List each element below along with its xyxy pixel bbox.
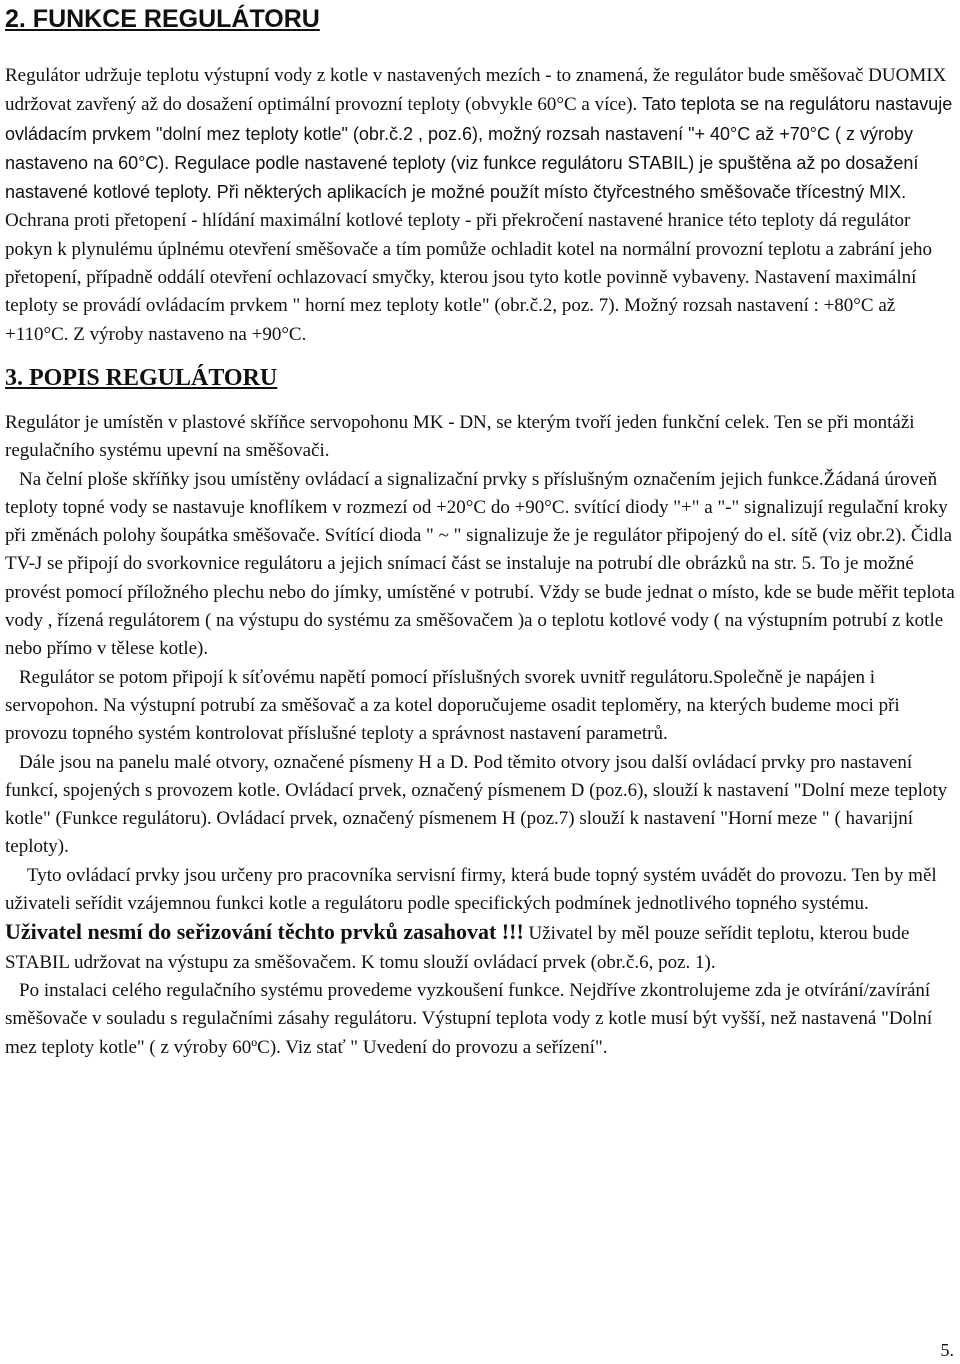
section-2-paragraph-2: Ochrana proti přetopení - hlídání maximální kotlové teploty - při překročení nastavené hranice této teploty dá regulátor pokyn k plynulému úplnému otevření směšovače a tím pomůže ochladit kotel na normální provozní teplotu a zabrání jeho přetopení, případně oddálí otevření ochlazovací smyčky, kterou jsou tyto kotle povinně vybaveny. Nastavení maximální teploty se provádí ovládacím prvkem " horní mez teploty kotle" (obr.č.2, poz. 7). Možný rozsah nastavení : +80°C až +110°C. Z výroby nastaveno na +90°C. bbox=[5, 210, 933, 345]
section-3-paragraph-1: Regulátor je umístěn v plastové skříňce servopohonu MK - DN, se kterým tvoří jeden funkční celek. Ten se při montáži regulačního systému upevní na směšovači. bbox=[5, 411, 915, 462]
user-warning: Uživatel nesmí do seřizování těchto prvků zasahovat !!! bbox=[5, 919, 524, 945]
section-2-paragraph-1 bbox=[5, 62, 955, 207]
section-2-paragraph-1b: Tato teplota se na regulátoru nastavuje ovládacím prvkem "dolní mez teploty kotle" (obr.č.2 , poz.6), možný rozsah nastavení "+ 40°C až +70°C ( z výroby nastaveno na 60°C). Regulace podle nastavené teploty (viz funkce regulátoru STABIL) je spuštěna až po dosažení nastavené kotlové teploty. Při některých aplikacích je možné použít místo čtyřcestného směšovače třícestný MIX. bbox=[5, 94, 953, 203]
section-3-paragraph-7: Po instalaci celého regulačního systému provedeme vyzkoušení funkce. Nejdříve zkontrolujeme zda je otvírání/zavírání směšovače v souladu s regulačními zásahy regulátoru. Výstupní teplota vody z kotle musí být vyšší, než nastavená "Dolní mez teploty kotle" ( z výroby 60ºC). Viz stať " Uvedení do provozu a seřízení". bbox=[5, 979, 933, 1058]
section-3-paragraph-5: Tyto ovládací prvky jsou určeny pro pracovníka servisní firmy, která bude topný systém uvádět do provozu. Ten by měl uživateli seřídit vzájemnou funkci kotle a regulátoru podle specifických podmínek jednotlivého topného systému. bbox=[5, 864, 937, 915]
section-3-title: 3. POPIS REGULÁTORU bbox=[5, 364, 278, 391]
section-3-warning-paragraph bbox=[5, 918, 955, 977]
document-page bbox=[5, 0, 955, 1062]
section-2-paragraph-1a: Regulátor udržuje teplotu výstupní vody z kotle v nastavených mezích - to znamená, že regulátor bude směšovač DUOMIX udržovat zavřený až do dosažení optimální provozní teploty (obvykle 60°C a více). bbox=[5, 65, 947, 116]
section-3-paragraph-6: Uživatel by měl pouze seřídit teplotu, kterou bude STABIL udržovat na výstupu za směšovačem. K tomu slouží ovládací prvek (obr.č.6, poz. 1). bbox=[5, 923, 910, 973]
page-number: 5. bbox=[940, 1340, 954, 1360]
section-2-title: 2. FUNKCE REGULÁTORU bbox=[5, 5, 320, 33]
section-3-paragraph-4: Dále jsou na panelu malé otvory, označené písmeny H a D. Pod těmito otvory jsou další ovládací prvky pro nastavení funkcí, spojených s provozem kotle. Ovládací prvek, označený písmenem D (poz.6), slouží k nastavení "Dolní meze teploty kotle" (Funkce regulátoru). Ovládací prvek, označený písmenem H (poz.7) slouží k nastavení "Horní meze " ( havarijní teploty). bbox=[5, 751, 948, 858]
section-3-paragraph-2: Na čelní ploše skříňky jsou umístěny ovládací a signalizační prvky s příslušným označením jejich funkce.Žádaná úroveň teploty topné vody se nastavuje knoflíkem v rozmezí od +20°C do +90°C. svítící diody "+" a "-" signalizují regulační kroky při změnách polohy šoupátka směšovače. Svítící dioda " ~ " signalizuje že je regulátor připojený do el. sítě (viz obr.2). Čidla TV-J se připojí do svorkovnice regulátoru a jejich snímací část se instaluje na potrubí dle obrázků na str. 5. To je možné provést pomocí příložného plechu nebo do jímky, umístěné v potrubí. Vždy se bude jednat o místo, kde se bude měřit teplota vody , řízená regulátorem ( na výstupu do systému za směšovačem )a o teplotu kotlové vody ( na výstupním potrubí z kotle nebo přímo v tělese kotle). bbox=[5, 468, 955, 660]
section-3-paragraph-3: Regulátor se potom připojí k síťovému napětí pomocí příslušných svorek uvnitř regulátoru.Společně je napájen i servopohon. Na výstupní potrubí za směšovač a za kotel doporučujeme osadit teploměry, na kterých budeme moci při provozu topného systém kontrolovat příslušné teploty a správnost nastavení parametrů. bbox=[5, 666, 900, 745]
